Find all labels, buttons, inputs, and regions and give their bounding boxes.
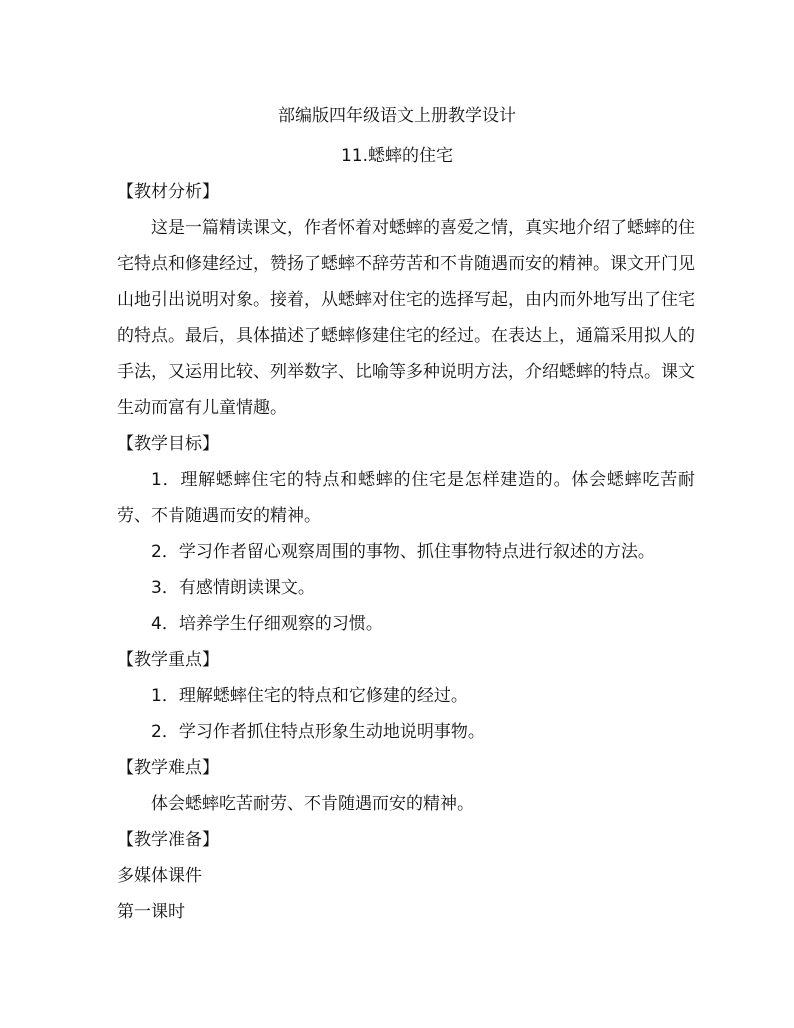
key-point-item-2: 2．学习作者抓住特点形象生动地说明事物。 [151,722,485,742]
section-heading-goals: 【教学目标】 [117,434,219,454]
goal-item-1: 1．理解蟋蟀住宅的特点和蟋蟀的住宅是怎样建造的。体会蟋蟀吃苦耐劳、不肯随遇而安的精神。 [117,470,695,526]
goal-item-3: 3．有感情朗读课文。 [151,578,315,598]
section-heading-key-points: 【教学重点】 [117,650,219,670]
analysis-paragraph: 这是一篇精读课文，作者怀着对蟋蟀的喜爱之情，真实地介绍了蟋蟀的住宅特点和修建经过，赞扬了蟋蟀不辞劳苦和不肯随遇而安的精神。课文开门见山地引出说明对象。接着，从蟋蟀对住宅的选择写起，由内而外地写出了住宅的特点。最后，具体描述了蟋蟀修建住宅的经过。在表达上，通篇采用拟人的手法，又运用比较、列举数字、比喻等多种说明方法，介绍蟋蟀的特点。课文生动而富有儿童情趣。 [117,218,695,418]
lesson-title: 11.蟋蟀的住宅 [340,146,454,166]
difficulties-paragraph: 体会蟋蟀吃苦耐劳、不肯随遇而安的精神。 [151,794,474,814]
preparation-text: 多媒体课件 [117,866,202,886]
goal-item-2: 2．学习作者留心观察周围的事物、抓住事物特点进行叙述的方法。 [151,542,655,562]
key-point-item-1: 1．理解蟋蟀住宅的特点和它修建的经过。 [151,686,468,706]
section-heading-preparation: 【教学准备】 [117,830,219,850]
document-title: 部编版四年级语文上册教学设计 [278,106,516,126]
section-heading-analysis: 【教材分析】 [117,182,219,202]
goal-item-4: 4．培养学生仔细观察的习惯。 [151,614,383,634]
lesson-label: 第一课时 [117,902,185,922]
section-heading-difficulties: 【教学难点】 [117,758,219,778]
